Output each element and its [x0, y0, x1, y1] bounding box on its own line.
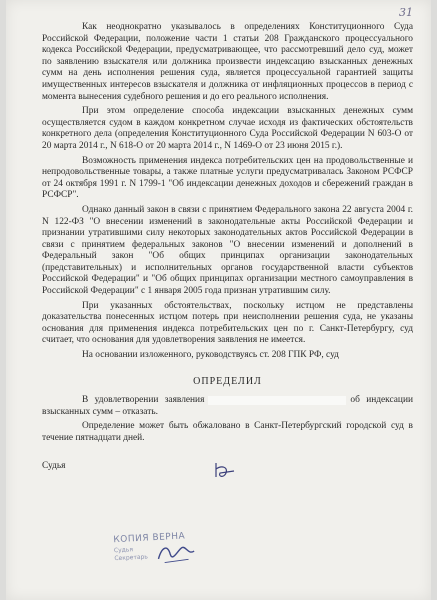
stamp-line-judge: Судья [113, 546, 134, 555]
paragraph-6: На основании изложенного, руководствуясь ст. 208 ГПК РФ, суд [82, 350, 339, 361]
page-number: 31 [399, 6, 413, 19]
stamp-lines [114, 545, 148, 563]
ruling-heading: ОПРЕДЕЛИЛ [193, 375, 262, 387]
copy-certified-stamp [109, 529, 203, 572]
appeal-paragraph: Определение может быть обжаловано в Санкт-Петербургский городской суд в течение пятнадцати дней. [42, 421, 413, 443]
paragraph-4: Однако данный закон в связи с принятием Федерального закона 22 августа 2004 г. N 122-ФЗ "О внесении изменений в законодательные акты Российской Федерации и признании утратившими силу некоторых законодательных актов Российской Федерации в связи с принятием федеральных законов "О внесении изменений и дополнений в Федеральный закон "Об общих принципах организации законодательных (представительных) и исполнительных органов государственной власти субъектов Российской Федерации" и "Об общих принципах организации местного самоуправления в Российской Федерации" с 1 января 2005 года признан утратившим силу. [42, 204, 413, 297]
paragraph-2: При этом определение способа индексации взысканных денежных сумм осуществляется судом в каждом конкретном случае исходя из фактических обстоятельств конкретного дела (определения Конституционного Суда Российской Федерации N 603-О от 20 марта 2014 г., N 618-О от 20 марта 2014 г., N 1469-О от 23 июня 2015 г.). [42, 106, 413, 151]
judge-signature [212, 459, 242, 481]
ruling-paragraph [42, 395, 413, 418]
paragraph-3: Возможность применения индекса потребительских цен на продовольственные и непродовольственные товары, а также платные услуги предусматривалась Законом РСФСР от 24 октября 1991 г. N 1799-1 "Об индексации денежных доходов и сбережений граждан в РСФСР". [42, 155, 413, 201]
judge-label: Судья [42, 460, 66, 471]
ruling-text-end: об индексации взысканных сумм – отказать. [42, 395, 413, 417]
stamp-line-secretary: Секретарь [114, 553, 149, 563]
document-page [6, 0, 431, 600]
paragraph-1: Как неоднократно указывалось в определениях Конституционного Суда Российской Федерации, положение части 1 статьи 208 Гражданского процессуального кодекса Российской Федерации, предусматривающее, что рассмотревший дело суд, может по заявлению взыскателя или должника произвести индексацию взысканных денежных сумм на день исполнения решения суда, является процессуальной гарантией защиты имущественных интересов взыскателя и должника от инфляционных процессов в период с момента вынесения судебного решения и до его реального исполнения. [42, 22, 413, 102]
judge-signature-line [42, 461, 413, 483]
redacted-name [208, 396, 346, 405]
document-body [42, 22, 413, 483]
stamp-title: КОПИЯ ВЕРНА [113, 531, 186, 546]
paragraph-5: При указанных обстоятельствах, поскольку истцом не представлены доказательства понесенных истцом потерь при неисполнении решения суда, не указаны основания для применения индекса потребительских цен по г. Санкт-Петербургу, суд считает, что основания для удовлетворения заявления не имеется. [42, 300, 413, 346]
ruling-text-start: В удовлетворении заявления [82, 395, 205, 406]
stamp-signature [154, 539, 199, 567]
